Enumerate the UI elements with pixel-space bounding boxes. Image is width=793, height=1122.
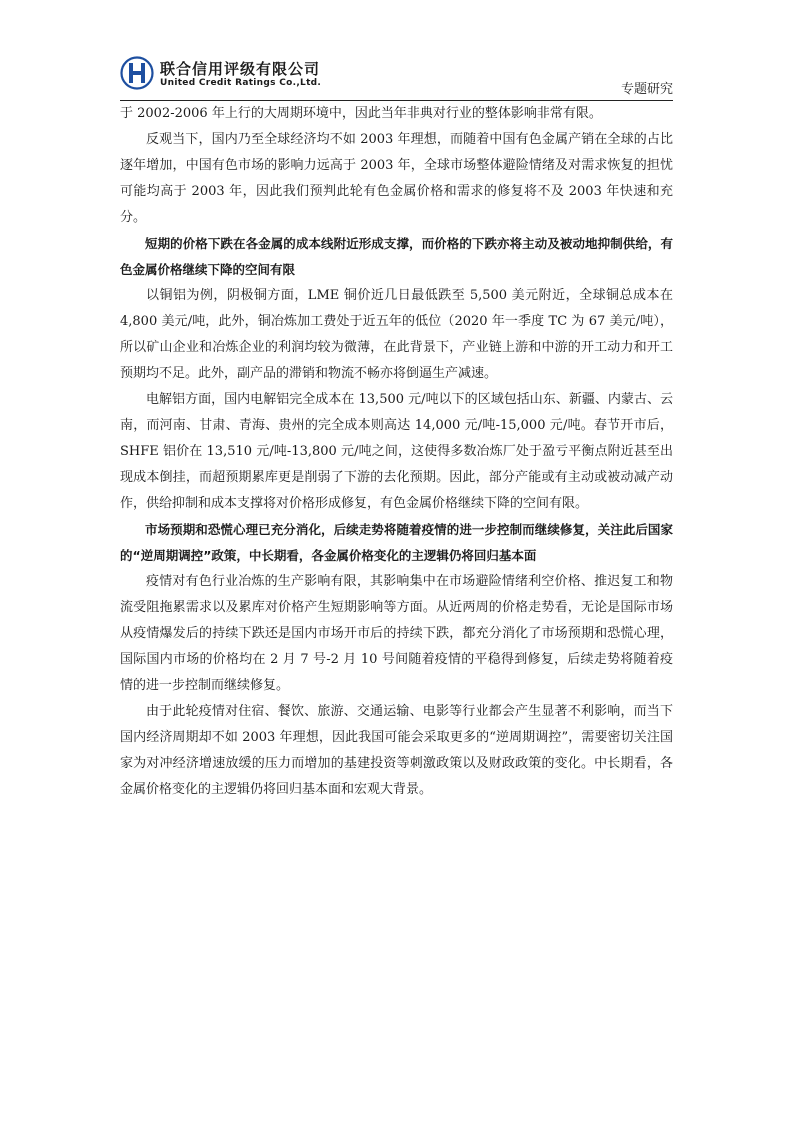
- ucr-logo-icon: [120, 56, 154, 90]
- subheading-market-expectation: 市场预期和恐慌心理已充分消化，后续走势将随着疫情的进一步控制而继续修复，关注此后国家的“逆周期调控”政策，中长期看，各金属价格变化的主逻辑仍将回归基本面: [120, 522, 673, 563]
- paragraph-epidemic-impact: 疫情对有色行业冶炼的生产影响有限，其影响集中在市场避险情绪利空价格、推迟复工和物流受阻拖累需求以及累库对价格产生短期影响等方面。从近两周的价格走势看，无论是国际市场从疫情爆发后的持续下跌还是国内市场开市后的持续下跌，都充分消化了市场预期和恐慌心理，国际国内市场的价格均在 2 月 7 号-2 月 10 号间随着疫情的平稳得到修复，后续走势将随着疫情的进一步控制而继续修复。: [120, 574, 673, 693]
- section-label: 专题研究: [620, 82, 673, 97]
- paragraph-copper: 以铜铝为例，阴极铜方面，LME 铜价近几日最低跌至 5,500 美元附近，全球铜总成本在 4,800 美元/吨，此外，铜冶炼加工费处于近五年的低位（2020 年一季度 TC 为 67 美元/吨），所以矿山企业和冶炼企业的利润均较为微薄，在此背景下，产业链上游和中游的开工动力和开工预期均不足。此外，副产品的滞销和物流不畅亦将倒逼生产减速。: [120, 288, 673, 381]
- paragraph-aluminum: 电解铝方面，国内电解铝完全成本在 13,500 元/吨以下的区域包括山东、新疆、内蒙古、云南，而河南、甘肃、青海、贵州的完全成本则高达 14,000 元/吨-15,000 元/吨。春节开市后，SHFE 铝价在 13,510 元/吨-13,800 元/吨之间，这使得多数冶炼厂处于盈亏平衡点附近甚至出现成本倒挂，而超预期累库更是削弱了下游的去化预期。因此，部分产能或有主动或被动减产动作，供给抑制和成本支撑将对价格形成修复，有色金属价格继续下降的空间有限。: [120, 392, 673, 511]
- page-header: [120, 56, 673, 100]
- paragraph-countercyclical-policy: 由于此轮疫情对住宿、餐饮、旅游、交通运输、电影等行业都会产生显著不利影响，而当下国内经济周期却不如 2003 年理想，因此我国可能会采取更多的“逆周期调控”，需要密切关注国家为对冲经济增速放缓的压力而增加的基建投资等刺激政策以及财政政策的变化。中长期看，各金属价格变化的主逻辑仍将回归基本面和宏观大背景。: [120, 704, 673, 797]
- brand-name-cn: 联合信用评级有限公司: [160, 60, 321, 78]
- document-body: [120, 101, 673, 803]
- paragraph-current-outlook: 反观当下，国内乃至全球经济均不如 2003 年理想，而随着中国有色金属产销在全球的占比逐年增加，中国有色市场的影响力远高于 2003 年，全球市场整体避险情绪及对需求恢复的担忧可能均高于 2003 年，因此我们预判此轮有色金属价格和需求的修复将不及 2003 年快速和充分。: [120, 132, 673, 225]
- brand-name-en: United Credit Ratings Co.,Ltd.: [160, 78, 322, 88]
- subheading-cost-support: 短期的价格下跌在各金属的成本线附近形成支撑，而价格的下跌亦将主动及被动地抑制供给，有色金属价格继续下降的空间有限: [120, 236, 673, 277]
- paragraph-continuation: 于 2002-2006 年上行的大周期环境中，因此当年非典对行业的整体影响非常有限。: [120, 106, 602, 121]
